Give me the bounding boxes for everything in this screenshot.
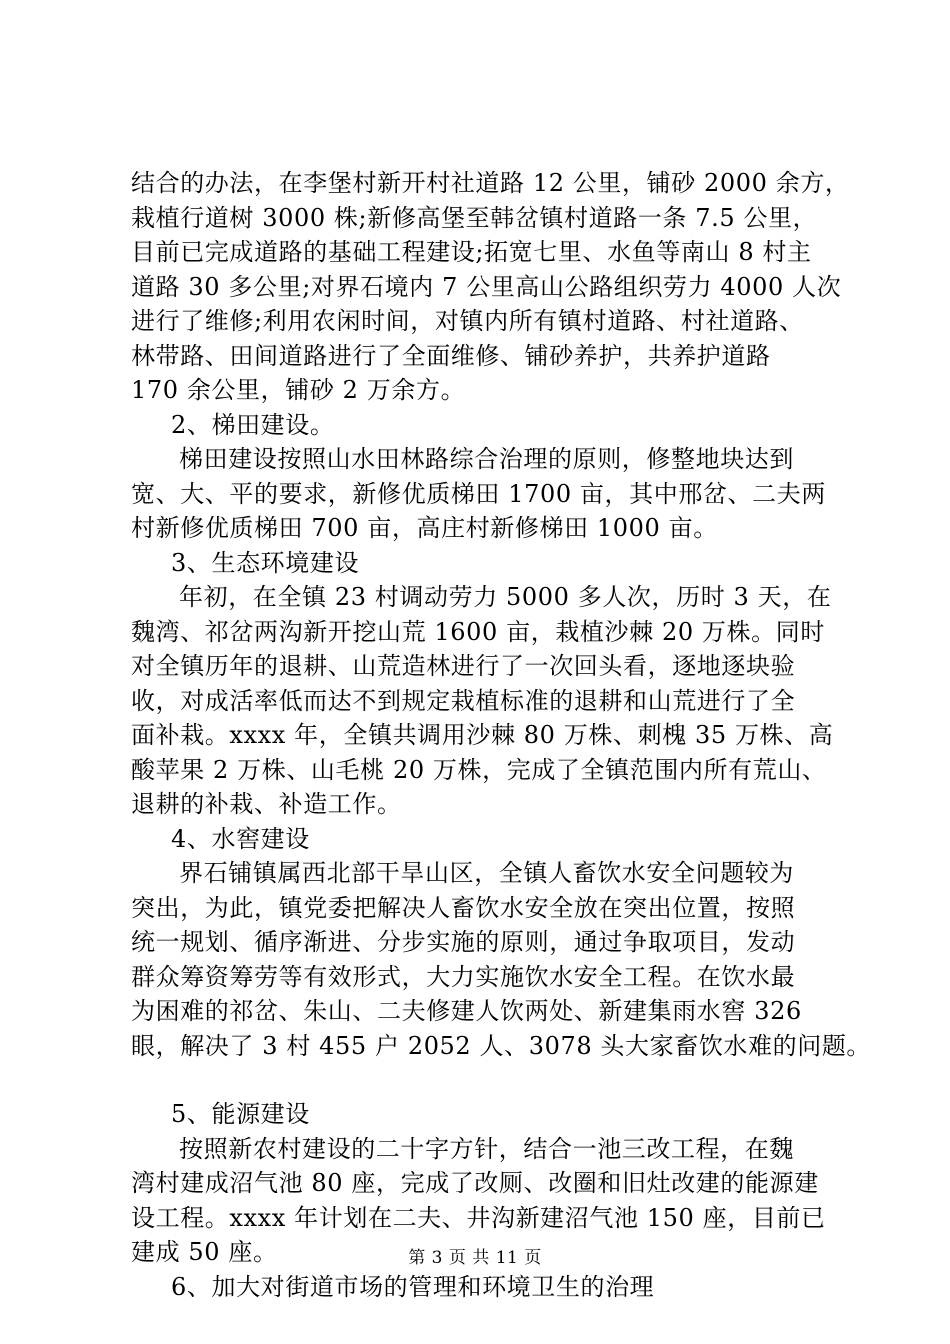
text-line: 界石铺镇属西北部干旱山区，全镇人畜饮水安全问题较为 [179,859,794,887]
text-line: 收，对成活率低而达不到规定栽植标准的退耕和山荒进行了全 [131,686,796,715]
text-line: 进行了维修;利用农闲时间，对镇内所有镇村道路、村社道路、 [131,307,804,335]
text-line: 宽、大、平的要求，新修优质梯田 1700 亩，其中邢岔、二夫两 [131,479,826,508]
text-line: 年初，在全镇 23 村调动劳力 5000 多人次，历时 3 天，在 [179,583,832,611]
section-heading-energy: 5、能源建设 [171,1100,310,1128]
text-line: 群众筹资筹劳等有效形式，大力实施饮水安全工程。在饮水最 [131,962,796,991]
document-body [131,166,872,1304]
text-line: 目前已完成道路的基础工程建设;拓宽七里、水鱼等南山 8 村主 [131,238,812,266]
section-heading-cisterns: 4、水窖建设 [171,824,310,853]
text-line: 湾村建成沼气池 80 座，完成了改厕、改圈和旧灶改建的能源建 [131,1169,819,1197]
text-line: 按照新农村建设的二十字方针，结合一池三改工程，在魏 [179,1134,794,1163]
text-line: 对全镇历年的退耕、山荒造林进行了一次回头看，逐地逐块验 [131,652,796,680]
paragraph-roads [131,166,850,408]
text-line: 道路 30 多公里;对界石境内 7 公里高山公路组织劳力 4000 人次 [131,272,842,301]
text-line: 建成 50 座。 [131,1238,278,1266]
text-line: 统一规划、循序渐进、分步实施的原则，通过争取项目，发动 [131,928,796,956]
text-line: 酸苹果 2 万株、山毛桃 20 万株，完成了全镇范围内所有荒山、 [131,755,827,784]
section-heading-terraces: 2、梯田建设。 [171,410,335,439]
text-line: 退耕的补栽、补造工作。 [131,790,402,818]
text-line: 栽植行道树 3000 株;新修高堡至韩岔镇村道路一条 7.5 公里， [131,203,818,232]
section-heading-ecology: 3、生态环境建设 [171,548,360,577]
text-line: 面补栽。xxxx 年，全镇共调用沙棘 80 万株、刺槐 35 万株、高 [131,721,834,749]
text-line: 梯田建设按照山水田林路综合治理的原则，修整地块达到 [179,445,794,473]
paragraph-terraces [131,442,831,546]
text-line: 眼，解决了 3 村 455 户 2052 人、3078 头大家畜饮水难的问题。 [131,1031,872,1060]
text-line: 魏湾、祁岔两沟新开挖山荒 1600 亩，栽植沙棘 20 万株。同时 [131,617,825,646]
text-line: 突出，为此，镇党委把解决人畜饮水安全放在突出位置，按照 [131,893,796,922]
page-number-footer: 第 3 页 共 11 页 [408,1248,542,1268]
text-line: 为困难的祁岔、朱山、二夫修建人饮两处、新建集雨水窖 326 [131,997,802,1025]
text-line: 170 余公里，铺砂 2 万余方。 [131,376,466,404]
paragraph-cisterns [131,856,872,1063]
text-line: 村新修优质梯田 700 亩，高庄村新修梯田 1000 亩。 [131,514,718,542]
text-line: 林带路、田间道路进行了全面维修、铺砂养护，共养护道路 [131,341,771,370]
paragraph-ecology [131,580,834,822]
blank-line [131,1063,831,1097]
section-heading-markets: 6、加大对街道市场的管理和环境卫生的治理 [171,1272,655,1301]
text-line: 结合的办法，在李堡村新开村社道路 12 公里，铺砂 2000 余方， [131,169,850,197]
text-line: 设工程。xxxx 年计划在二夫、井沟新建沼气池 150 座，目前已 [131,1203,826,1232]
